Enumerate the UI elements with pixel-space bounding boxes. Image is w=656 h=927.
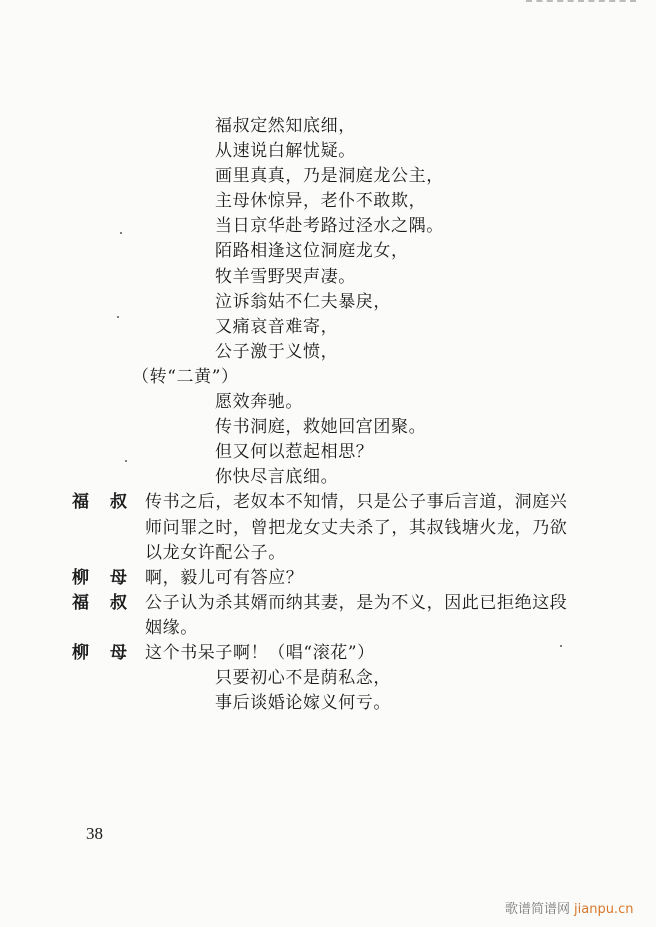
script-line — [0, 164, 656, 189]
line-text: 你快尽言底细。 — [215, 467, 339, 488]
script-text — [0, 114, 656, 716]
line-text: 事后谈婚论嫁义何亏。 — [215, 693, 391, 714]
watermark-url: jianpu.cn — [574, 902, 634, 917]
scan-speck — [125, 460, 127, 462]
script-line — [0, 390, 656, 415]
scan-speck — [560, 645, 562, 647]
script-line — [0, 541, 656, 566]
speaker-name: 福叔 — [72, 592, 127, 613]
script-line — [0, 591, 656, 616]
script-line — [0, 290, 656, 315]
script-line — [0, 566, 656, 591]
script-line — [0, 666, 656, 691]
line-text: 啊，毅儿可有答应？ — [145, 567, 304, 588]
script-line — [0, 490, 656, 515]
line-text: 只要初心不是荫私念， — [215, 668, 391, 689]
line-text: 愿效奔驰。 — [215, 392, 303, 413]
line-text: 姻缘。 — [145, 617, 198, 638]
line-text: 福叔定然知底细， — [215, 116, 356, 136]
line-text: 传书洞庭，救她回宫团聚。 — [215, 417, 427, 438]
script-line — [0, 616, 656, 641]
line-text: 这个书呆子啊！（唱“滚花”） — [145, 642, 375, 663]
script-line — [0, 465, 656, 490]
line-text: 画里真真，乃是洞庭龙公主， — [215, 166, 444, 187]
page-number: 38 — [86, 824, 103, 843]
scan-speck — [120, 232, 122, 234]
line-text: 当日京华赴考路过泾水之隅。 — [215, 216, 444, 237]
script-line — [0, 315, 656, 340]
line-text: 从速说白解忧疑。 — [215, 141, 356, 162]
script-line — [0, 440, 656, 465]
line-text: 以龙女许配公子。 — [145, 542, 286, 563]
script-line — [0, 415, 656, 440]
script-line — [0, 641, 656, 666]
line-text: 陌路相逢这位洞庭龙女， — [215, 241, 409, 262]
scan-header-marks — [526, 0, 636, 8]
watermark-site-name: 歌谱简谱网 — [505, 902, 571, 917]
line-text: 但又何以惹起相思？ — [215, 442, 374, 463]
script-line — [0, 365, 656, 390]
line-text: 公子认为杀其婿而纳其妻，是为不义，因此已拒绝这段 — [145, 592, 568, 613]
script-line — [0, 516, 656, 541]
line-text: 传书之后，老奴本不知情，只是公子事后言道，洞庭兴 — [145, 492, 568, 513]
speaker-name: 福叔 — [72, 492, 127, 513]
script-line — [0, 189, 656, 214]
line-text: 主母休惊异，老仆不敢欺， — [215, 191, 427, 212]
speaker-name: 柳母 — [72, 642, 127, 663]
speaker-name: 柳母 — [72, 567, 127, 588]
script-line — [0, 214, 656, 239]
line-text: 牧羊雪野哭声凄。 — [215, 266, 356, 287]
line-text: 师问罪之时，曾把龙女丈夫杀了，其叔钱塘火龙，乃欲 — [145, 517, 568, 538]
line-text: 公子激于义愤， — [215, 341, 339, 362]
line-text: 泣诉翁姑不仁夫暴戾， — [215, 291, 391, 312]
script-line — [0, 265, 656, 290]
script-line — [0, 340, 656, 365]
line-text: 又痛哀音难寄， — [215, 316, 339, 337]
line-text: （转“二黄”） — [132, 366, 239, 387]
script-line — [0, 239, 656, 264]
scan-speck — [117, 316, 119, 318]
watermark — [505, 898, 633, 917]
script-line — [0, 139, 656, 164]
script-line — [0, 114, 656, 139]
script-line — [0, 691, 656, 716]
